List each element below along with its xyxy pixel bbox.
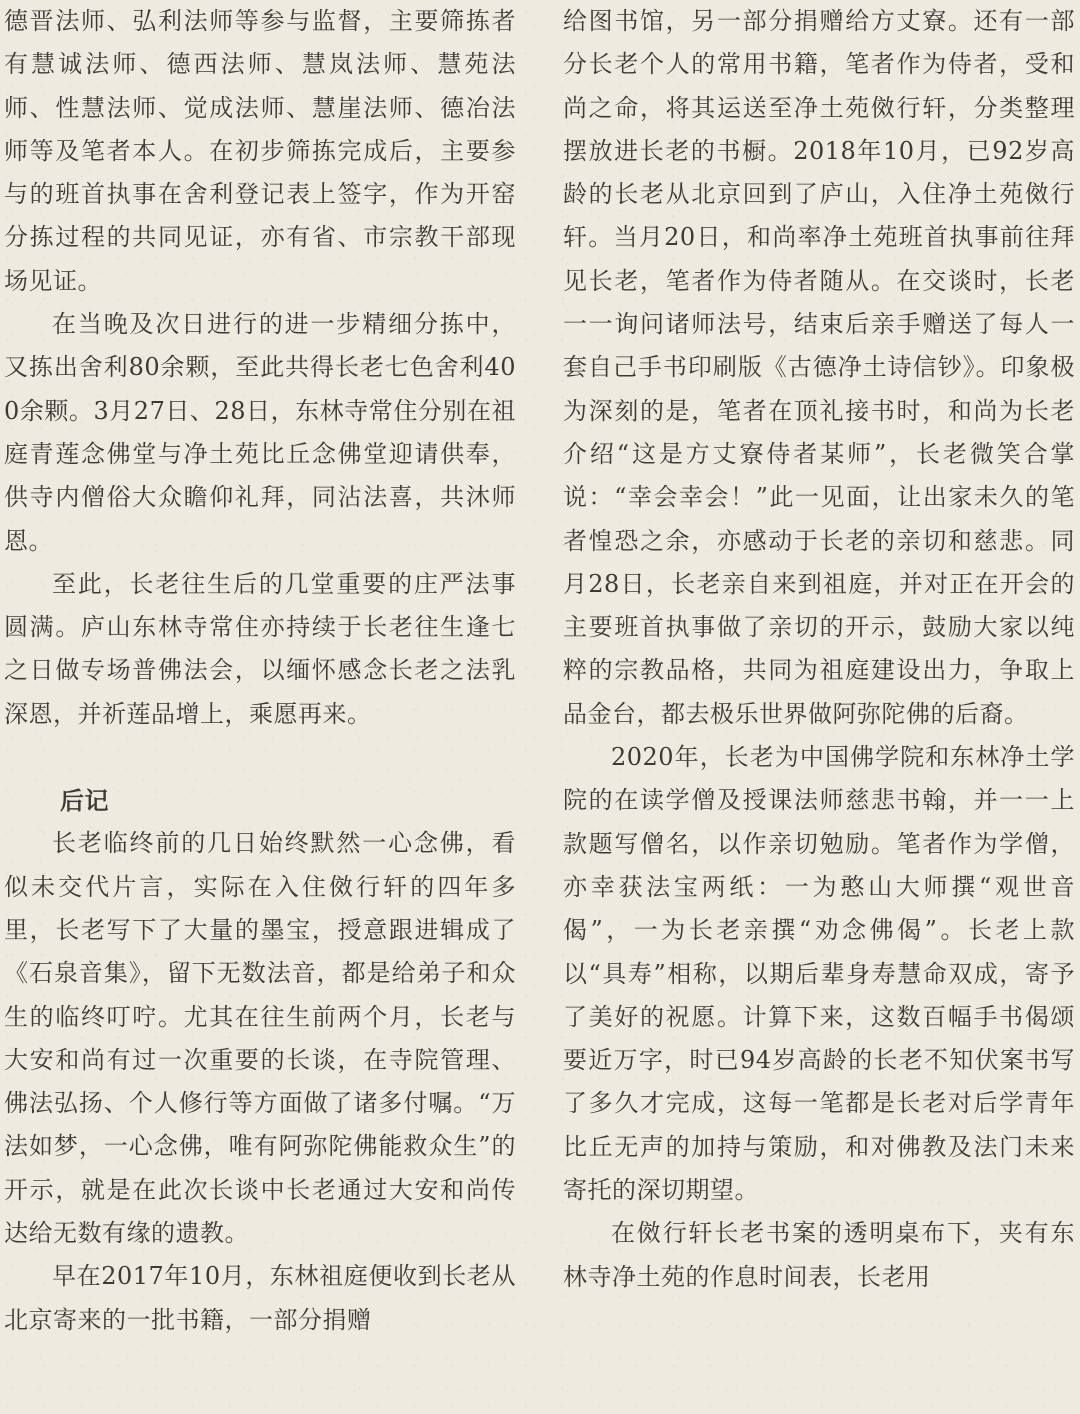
paragraph: 在当晚及次日进行的进一步精细分拣中，又拣出舍利80余颗，至此共得长老七色舍利400余颗。3月27日、28日，东林寺常住分别在祖庭青莲念佛堂与净土苑比丘念佛堂迎请供奉，供寺内僧俗大众瞻仰礼拜，同沾法喜，共沐师恩。: [4, 310, 516, 555]
paragraph: 2020年，长老为中国佛学院和东林净土学院的在读学僧及授课法师慈悲书翰，并一一上款题写僧名，以作亲切勉励。笔者作为学僧，亦幸获法宝两纸：一为憨山大师撰“观世音偈”，一为长老亲撰“劝念佛偈”。长老上款以“具寿”相称，以期后辈身寿慧命双成，寄予了美好的祝愿。计算下来，这数百幅手书偈颂要近万字，时已94岁高龄的长老不知伏案书写了多久才完成，这每一笔都是长老对后学青年比丘无声的加持与策励，和对佛教及法门未来寄托的深切期望。: [563, 743, 1075, 1205]
paragraph: 早在2017年10月，东林祖庭便收到长老从北京寄来的一批书籍，一部分捐赠: [4, 1262, 516, 1334]
paragraph: 在傚行轩长老书案的透明桌布下，夹有东林寺净土苑的作息时间表，长老用: [563, 1219, 1075, 1291]
left-column: [4, 0, 516, 1414]
paragraph: 长老临终前的几日始终默然一心念佛，看似未交代片言，实际在入住傚行轩的四年多里，长老写下了大量的墨宝，授意跟进辑成了《石泉音集》，留下无数法音，都是给弟子和众生的临终叮咛。尤其在往生前两个月，长老与大安和尚有过一次重要的长谈，在寺院管理、佛法弘扬、个人修行等方面做了诸多付嘱。“万法如梦，一心念佛，唯有阿弥陀佛能救众生”的开示，就是在此次长谈中长老通过大安和尚传达给无数有缘的遗教。: [4, 829, 516, 1248]
section-heading: 后记: [60, 786, 109, 816]
section-spacer: [4, 736, 516, 779]
paragraph: 德晋法师、弘利法师等参与监督，主要筛拣者有慧诚法师、德西法师、慧岚法师、慧苑法师、性慧法师、觉成法师、慧崖法师、德冶法师等及笔者本人。在初步筛拣完成后，主要参与的班首执事在舍利登记表上签字，作为开窑分拣过程的共同见证，亦有省、市宗教干部现场见证。: [4, 7, 516, 295]
right-column: [563, 0, 1075, 1414]
paragraph: 给图书馆，另一部分捐赠给方丈寮。还有一部分长老个人的常用书籍，笔者作为侍者，受和尚之命，将其运送至净土苑傚行轩，分类整理摆放进长老的书橱。2018年10月，已92岁高龄的长老从北京回到了庐山，入住净土苑傚行轩。当月20日，和尚率净土苑班首执事前往拜见长老，笔者作为侍者随从。在交谈时，长老一一询问诸师法号，结束后亲手赠送了每人一套自己手书印刷版《古德净土诗信钞》。印象极为深刻的是，笔者在顶礼接书时，和尚为长老介绍“这是方丈寮侍者某师”，长老微笑合掌说：“幸会幸会！”此一见面，让出家未久的笔者惶恐之余，亦感动于长老的亲切和慈悲。同月28日，长老亲自来到祖庭，并对正在开会的主要班首执事做了亲切的开示，鼓励大家以纯粹的宗教品格，共同为祖庭建设出力，争取上品金台，都去极乐世界做阿弥陀佛的后裔。: [563, 7, 1075, 728]
paragraph: 至此，长老往生后的几堂重要的庄严法事圆满。庐山东林寺常住亦持续于长老往生逢七之日做专场普佛法会，以缅怀感念长老之法乳深恩，并祈莲品增上，乘愿再来。: [4, 569, 516, 728]
